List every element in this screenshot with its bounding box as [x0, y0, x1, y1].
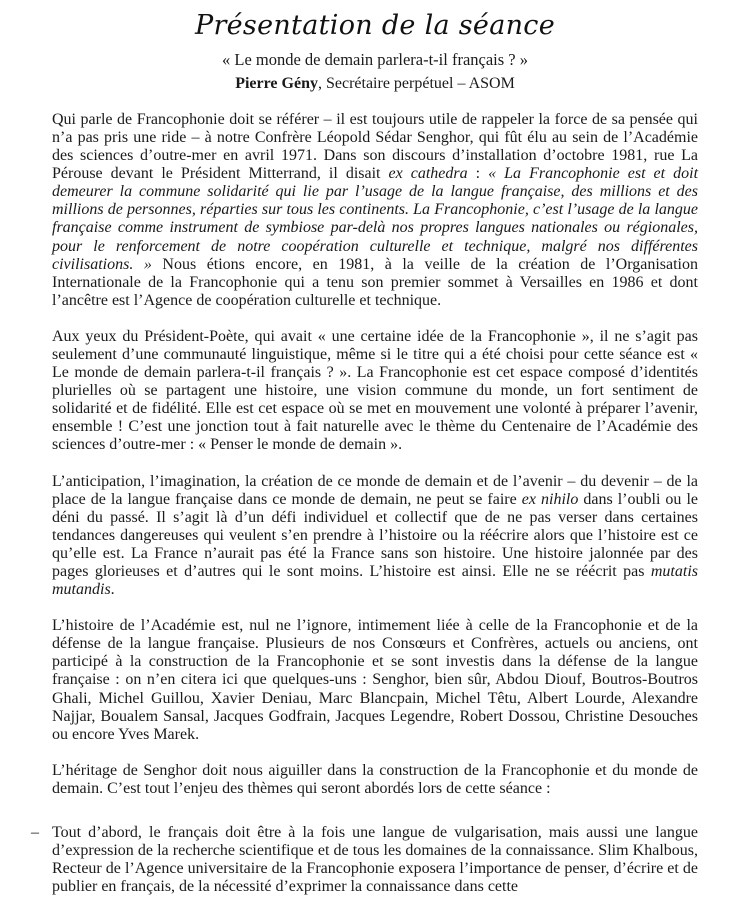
paragraph-4: L’histoire de l’Académie est, nul ne l’ignore, intimement liée à celle de la Francophonie et de la défense de la langue française. Plusieurs de nos Consœurs et Confrères, actuels ou anciens, ont participé à la construction de la Francophonie et se sont investis dans la défense de la langue française : on n’en citera ici que quelques-uns : Senghor, bien sûr, Abdou Diouf, Boutros-Boutros Ghali, Michel Guillou, Xavier Deniau, Marc Blancpain, Michel Têtu, Albert Lourde, Alexandre Najjar, Boualem Sansal, Jacques Godfrain, Jacques Legendre, Robert Dossou, Christine Desouches ou encore Yves Marek. — [52, 617, 698, 743]
latin-phrase-mutatis-mutandis: mutatis mutandis — [52, 563, 698, 599]
page-title: Présentation de la séance — [194, 10, 556, 41]
header-body-gap — [0, 95, 750, 111]
session-subtitle: « Le monde de demain parlera-t-il français ? » — [221, 50, 529, 69]
paragraph-1-text-b: : — [467, 165, 489, 183]
paragraph-1-text-a: Qui parle de Francophonie doit se référer – il est toujours utile de rappeler la force de sa pensée qui n’a pas pris une ride – à notre Confrère Léopold Sédar Senghor, qui fût élu au sein de l’Académie des sciences d’outre-mer en avril 1971. Dans son discours d’installation d’octobre 1981, rue La Pérouse devant le Président Mitterrand, il disait — [52, 110, 698, 183]
dash-bullet-icon: – — [31, 824, 39, 842]
author-role: , Secrétaire perpétuel – ASOM — [317, 75, 515, 93]
paragraph-3 — [52, 473, 698, 600]
paragraph-1 — [52, 111, 698, 310]
paragraph-3-text-b: dans l’oubli ou le déni du passé. Il s’agit là d’un défi individuel et collectif que de ne pas verser dans certaines tendances dangereuses qui veulent s’en prendre à l’histoire ou la réécrire alors que l’histoire est ce qu’elle est. La France n’aurait pas été la France sans son histoire. Une histoire jalonnée par des pages glorieuses et d’autres qui le sont moins. L’histoire est ainsi. Elle ne se réécrit pas — [52, 490, 699, 581]
list-item-label: Tout d’abord, le français doit être à la fois une langue de vulgarisation, mais aussi une langue d’expression de la recherche scientifique et de tous les domaines de la connaissance. Slim Khalbous, Recteur de l’Agence universitaire de la Francophonie exposera l’importance de penser, d’écrire et de publier en français, de la nécessité d’exprimer la connaissance dans cette — [52, 824, 698, 896]
paragraph-3-text-c: . — [110, 581, 115, 599]
author-name: Pierre Gény — [235, 75, 318, 93]
latin-phrase-ex-cathedra: ex cathedra — [388, 165, 468, 183]
paragraph-5: L’héritage de Senghor doit nous aiguiller dans la construction de la Francophonie et du monde de demain. C’est tout l’enjeu des thèmes qui seront abordés lors de cette séance : — [52, 761, 698, 797]
document-body — [0, 111, 750, 798]
list-item — [31, 824, 698, 896]
latin-phrase-ex-nihilo: ex nihilo — [521, 490, 579, 508]
senghor-quotation: « La Francophonie est et doit demeurer la commune solidarité qui lie par l’usage de la langue française, des millions et des millions de personnes, réparties sur tous les continents. La Francophonie, c’est l’usage de la langue française comme instrument de symbiose par-delà nos propres langues nationales ou régionales, pour le renforcement de notre coopération culturelle et technique, malgré nos différentes civilisations. » — [52, 165, 699, 273]
paragraph-1-text-c: Nous étions encore, en 1981, à la veille de la création de l’Organisation Internationale de la Francophonie qui a tenu son premier sommet à Versailles en 1986 et dont l’ancêtre est l’Agence de coopération culturelle et technique. — [52, 255, 699, 309]
paragraph-2: Aux yeux du Président-Poète, qui avait « une certaine idée de la Francophonie », il ne s’agit pas seulement d’une communauté linguistique, même si le titre qui a été choisi pour cette séance est « Le monde de demain parlera-t-il français ? ». La Francophonie est cet espace composé d’identités plurielles où se partagent une histoire, une vision commune du monde, un fort sentiment de solidarité et de fidélité. Elle est cet espace où se met en mouvement une volonté à préparer l’avenir, ensemble ! C’est une jonction tout à fait naturelle avec le thème du Centenaire de l’Académie des sciences d’outre-mer : « Penser le monde de demain ». — [52, 327, 698, 454]
session-themes-list — [0, 824, 750, 896]
paragraph-3-text-a: L’anticipation, l’imagination, la création de ce monde de demain et de l’avenir – du devenir – de la place de la langue française dans ce monde de demain, ne peut se faire — [52, 472, 698, 508]
author-byline — [0, 71, 750, 95]
body-list-gap — [0, 816, 750, 824]
